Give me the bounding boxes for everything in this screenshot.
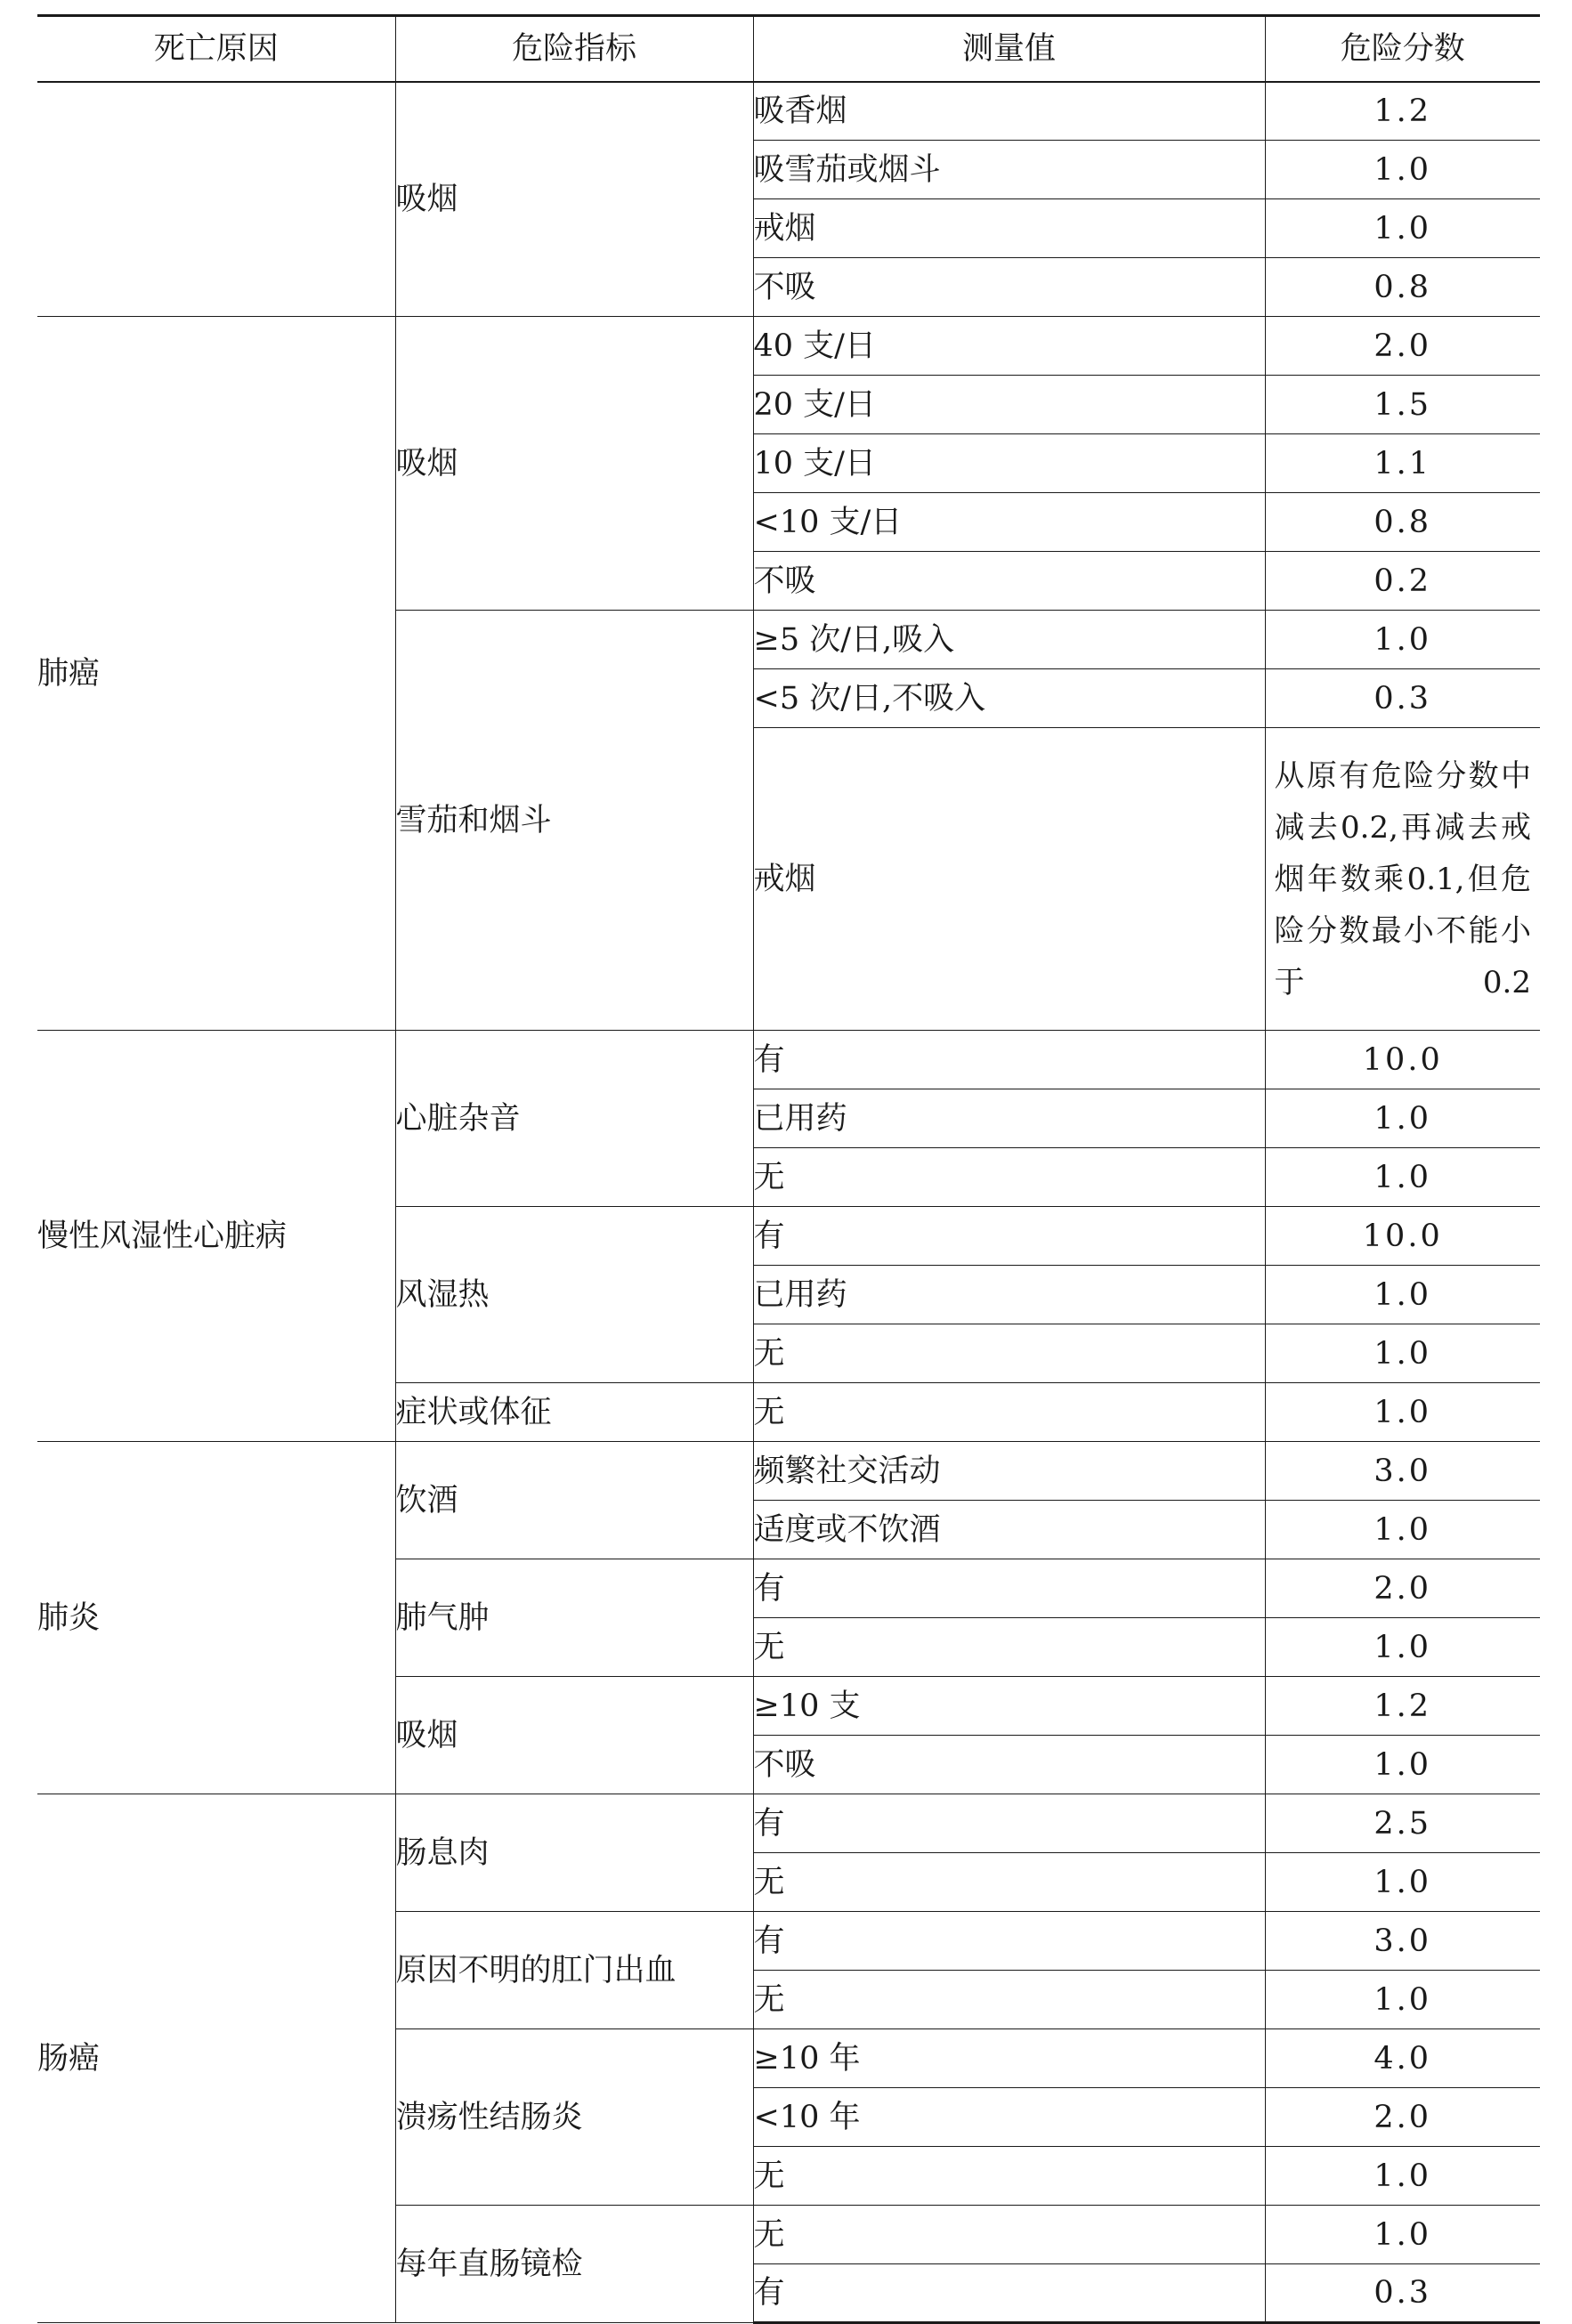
risk-score-cell: 1.1 [1265, 434, 1540, 493]
measured-value-cell: 吸雪茄或烟斗 [753, 141, 1265, 199]
measured-value-cell: 无 [753, 1618, 1265, 1677]
risk-score-cell: 2.0 [1265, 1559, 1540, 1618]
cause-of-death-cell: 肠癌 [37, 1794, 395, 2323]
measured-value-cell: 10 支/日 [753, 434, 1265, 493]
measured-value-cell: 戒烟 [753, 728, 1265, 1031]
cause-of-death-cell: 肺癌 [37, 317, 395, 1031]
risk-indicator-cell: 风湿热 [395, 1207, 753, 1383]
risk-score-cell: 1.0 [1265, 1148, 1540, 1207]
measured-value-cell: 无 [753, 2147, 1265, 2206]
measured-value-cell: 频繁社交活动 [753, 1442, 1265, 1501]
measured-value-cell: 无 [753, 1324, 1265, 1383]
risk-indicator-cell: 饮酒 [395, 1442, 753, 1559]
header-measured-value: 测量值 [753, 16, 1265, 82]
measured-value-cell: 有 [753, 1207, 1265, 1266]
table-row [37, 1031, 1540, 1089]
risk-score-cell: 1.0 [1265, 2206, 1540, 2264]
risk-score-cell: 0.3 [1265, 2264, 1540, 2323]
table-row [37, 1442, 1540, 1501]
risk-score-cell: 1.0 [1265, 1736, 1540, 1794]
measured-value-cell: 不吸 [753, 258, 1265, 317]
risk-score-cell: 1.0 [1265, 1383, 1540, 1442]
risk-indicator-cell: 每年直肠镜检 [395, 2206, 753, 2323]
risk-score-cell: 3.0 [1265, 1912, 1540, 1971]
risk-score-cell: 10.0 [1265, 1207, 1540, 1266]
measured-value-cell: 已用药 [753, 1089, 1265, 1148]
measured-value-cell: 不吸 [753, 552, 1265, 611]
risk-indicator-cell: 心脏杂音 [395, 1031, 753, 1207]
measured-value-cell: 有 [753, 1559, 1265, 1618]
risk-score-cell: 1.0 [1265, 199, 1540, 258]
measured-value-cell: 有 [753, 1031, 1265, 1089]
measured-value-cell: 已用药 [753, 1266, 1265, 1324]
header-cause-of-death: 死亡原因 [37, 16, 395, 82]
risk-score-cell: 4.0 [1265, 2029, 1540, 2088]
measured-value-cell: 有 [753, 2264, 1265, 2323]
risk-score-cell: 0.3 [1265, 669, 1540, 728]
risk-indicator-cell: 肠息肉 [395, 1794, 753, 1912]
risk-indicator-cell: 症状或体征 [395, 1383, 753, 1442]
risk-score-cell: 10.0 [1265, 1031, 1540, 1089]
risk-score-cell: 2.5 [1265, 1794, 1540, 1853]
measured-value-cell: 无 [753, 1148, 1265, 1207]
risk-score-cell: 1.2 [1265, 1677, 1540, 1736]
table-header-row [37, 16, 1540, 82]
measured-value-cell: 无 [753, 1971, 1265, 2029]
measured-value-cell: 戒烟 [753, 199, 1265, 258]
risk-score-cell: 1.0 [1265, 1853, 1540, 1912]
measured-value-cell: 20 支/日 [753, 376, 1265, 434]
risk-score-cell: 1.0 [1265, 1089, 1540, 1148]
risk-score-cell: 0.8 [1265, 493, 1540, 552]
risk-score-cell: 3.0 [1265, 1442, 1540, 1501]
cause-of-death-cell [37, 82, 395, 317]
risk-indicator-cell: 雪茄和烟斗 [395, 611, 753, 1031]
table-row [37, 82, 1540, 141]
risk-indicator-cell: 吸烟 [395, 82, 753, 317]
measured-value-cell: 无 [753, 2206, 1265, 2264]
measured-value-cell: 吸香烟 [753, 82, 1265, 141]
risk-score-cell: 1.0 [1265, 1618, 1540, 1677]
risk-score-cell: 1.0 [1265, 611, 1540, 669]
risk-score-table-page [37, 14, 1540, 2324]
measured-value-cell: <10 年 [753, 2088, 1265, 2147]
risk-score-note-cell: 从原有危险分数中减去0.2,再减去戒烟年数乘0.1,但危险分数最小不能小于0.2 [1265, 728, 1540, 1031]
measured-value-cell: 40 支/日 [753, 317, 1265, 376]
measured-value-cell: 有 [753, 1912, 1265, 1971]
table-row [37, 317, 1540, 376]
measured-value-cell: <5 次/日,不吸入 [753, 669, 1265, 728]
risk-score-cell: 1.5 [1265, 376, 1540, 434]
measured-value-cell: 无 [753, 1383, 1265, 1442]
risk-score-table [37, 14, 1540, 2324]
table-body [37, 82, 1540, 2323]
measured-value-cell: ≥10 年 [753, 2029, 1265, 2088]
risk-score-cell: 1.0 [1265, 1971, 1540, 2029]
risk-score-cell: 1.0 [1265, 141, 1540, 199]
risk-score-cell: 1.0 [1265, 1324, 1540, 1383]
measured-value-cell: 不吸 [753, 1736, 1265, 1794]
risk-score-cell: 1.0 [1265, 1501, 1540, 1559]
risk-indicator-cell: 原因不明的肛门出血 [395, 1912, 753, 2029]
measured-value-cell: <10 支/日 [753, 493, 1265, 552]
risk-indicator-cell: 吸烟 [395, 1677, 753, 1794]
risk-score-cell: 0.8 [1265, 258, 1540, 317]
risk-indicator-cell: 肺气肿 [395, 1559, 753, 1677]
measured-value-cell: 无 [753, 1853, 1265, 1912]
risk-score-cell: 1.0 [1265, 2147, 1540, 2206]
header-risk-score: 危险分数 [1265, 16, 1540, 82]
risk-score-cell: 2.0 [1265, 2088, 1540, 2147]
measured-value-cell: ≥5 次/日,吸入 [753, 611, 1265, 669]
cause-of-death-cell: 肺炎 [37, 1442, 395, 1794]
header-risk-indicator: 危险指标 [395, 16, 753, 82]
risk-indicator-cell: 吸烟 [395, 317, 753, 611]
risk-score-cell: 1.0 [1265, 1266, 1540, 1324]
measured-value-cell: 有 [753, 1794, 1265, 1853]
cause-of-death-cell: 慢性风湿性心脏病 [37, 1031, 395, 1442]
risk-score-cell: 1.2 [1265, 82, 1540, 141]
risk-score-cell: 0.2 [1265, 552, 1540, 611]
table-row [37, 1794, 1540, 1853]
measured-value-cell: ≥10 支 [753, 1677, 1265, 1736]
risk-indicator-cell: 溃疡性结肠炎 [395, 2029, 753, 2206]
risk-score-cell: 2.0 [1265, 317, 1540, 376]
measured-value-cell: 适度或不饮酒 [753, 1501, 1265, 1559]
